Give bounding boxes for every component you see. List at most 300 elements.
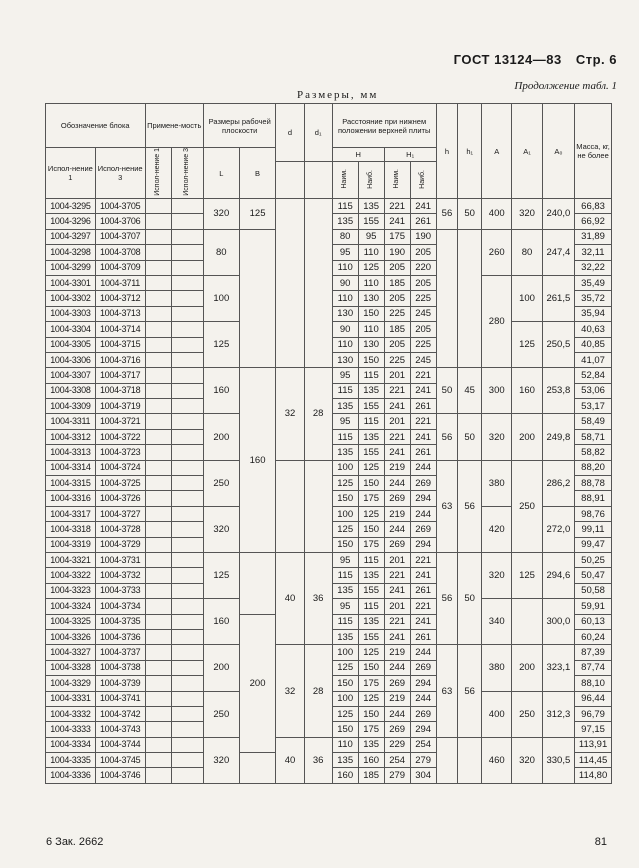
- H1-max: 244: [410, 645, 436, 660]
- mass-value: 99,11: [575, 522, 612, 537]
- dim-A0: 272,0: [542, 506, 574, 552]
- plate-L: 320: [203, 506, 239, 552]
- H-max: 115: [358, 414, 384, 429]
- app-exec1-cell: [145, 552, 171, 567]
- app-exec1-cell: [145, 645, 171, 660]
- exec3-designation: 1004-3715: [95, 337, 145, 352]
- exec1-designation: 1004-3325: [46, 614, 96, 629]
- mass-value: 98,76: [575, 506, 612, 521]
- H1-max: 241: [410, 568, 436, 583]
- exec3-designation: 1004-3707: [95, 229, 145, 244]
- exec1-designation: 1004-3296: [46, 214, 96, 229]
- table-row: [46, 737, 612, 752]
- app-exec1-cell: [145, 229, 171, 244]
- app-exec3-cell: [171, 568, 203, 583]
- app-exec1-cell: [145, 245, 171, 260]
- H1-max: 261: [410, 214, 436, 229]
- H-max: 135: [358, 568, 384, 583]
- H1-min: 221: [384, 429, 410, 444]
- H-max: 175: [358, 722, 384, 737]
- dim-A: 420: [482, 506, 512, 552]
- H-min: 95: [332, 599, 358, 614]
- col-distance: Расстояние при нижнем положении верхней плиты: [332, 104, 436, 148]
- H1-max: 245: [410, 352, 436, 367]
- app-exec1-cell: [145, 706, 171, 721]
- mass-value: 66,83: [575, 199, 612, 214]
- exec1-designation: 1004-3329: [46, 676, 96, 691]
- H1-min: 225: [384, 352, 410, 367]
- app-exec3-cell: [171, 691, 203, 706]
- H1-min: 241: [384, 214, 410, 229]
- exec3-designation: 1004-3744: [95, 737, 145, 752]
- app-exec3-cell: [171, 445, 203, 460]
- app-exec3-cell: [171, 429, 203, 444]
- plate-B: 125: [239, 199, 276, 230]
- standard-number: ГОСТ 13124—83: [453, 52, 562, 67]
- h1-min-label: Наим.: [393, 169, 401, 189]
- dim-A1: 320: [512, 737, 542, 783]
- app-exec1-label: Испол-нение 1: [154, 148, 162, 196]
- app-exec3-cell: [171, 383, 203, 398]
- H-max: 125: [358, 260, 384, 275]
- col-designation: Обозначение блока: [46, 104, 146, 148]
- dim-A: 320: [482, 552, 512, 598]
- col-H1: H₁: [384, 148, 436, 162]
- H-min: 100: [332, 645, 358, 660]
- H1-min: 221: [384, 568, 410, 583]
- mass-value: 40,85: [575, 337, 612, 352]
- plate-L: 160: [203, 599, 239, 645]
- H1-max: 269: [410, 522, 436, 537]
- mass-value: 88,91: [575, 491, 612, 506]
- H1-max: 254: [410, 737, 436, 752]
- app-exec3-cell: [171, 476, 203, 491]
- app-exec1-cell: [145, 368, 171, 383]
- exec1-designation: 1004-3309: [46, 399, 96, 414]
- H-max: 125: [358, 645, 384, 660]
- mass-value: 88,20: [575, 460, 612, 475]
- plate-L: 80: [203, 229, 239, 275]
- H-min: 125: [332, 706, 358, 721]
- mass-value: 35,94: [575, 306, 612, 321]
- exec3-designation: 1004-3721: [95, 414, 145, 429]
- mass-value: 32,22: [575, 260, 612, 275]
- H-max: 115: [358, 599, 384, 614]
- app-exec3-cell: [171, 753, 203, 768]
- app-exec3-cell: [171, 368, 203, 383]
- diameter-d: 32: [276, 645, 304, 737]
- app-exec3-cell: [171, 322, 203, 337]
- app-exec1-cell: [145, 214, 171, 229]
- exec3-designation: 1004-3728: [95, 522, 145, 537]
- exec1-designation: 1004-3335: [46, 753, 96, 768]
- exec3-designation: 1004-3745: [95, 753, 145, 768]
- col-d1: d₁: [304, 104, 332, 162]
- H1-max: 205: [410, 245, 436, 260]
- H-max: 175: [358, 491, 384, 506]
- app-exec3-cell: [171, 460, 203, 475]
- app-exec3-cell: [171, 337, 203, 352]
- H-max: 95: [358, 229, 384, 244]
- H-max: 150: [358, 306, 384, 321]
- plate-L: 125: [203, 322, 239, 368]
- table-row: [46, 199, 612, 214]
- diameter-d1: 28: [304, 368, 332, 460]
- exec1-designation: 1004-3304: [46, 322, 96, 337]
- dim-A0: 323,1: [542, 645, 574, 691]
- col-H-min: [332, 162, 358, 199]
- exec3-designation: 1004-3741: [95, 691, 145, 706]
- app-exec3-cell: [171, 491, 203, 506]
- H-max: 130: [358, 291, 384, 306]
- H-min: 130: [332, 352, 358, 367]
- height-h1: 50: [458, 414, 482, 460]
- exec1-designation: 1004-3305: [46, 337, 96, 352]
- H-min: 80: [332, 229, 358, 244]
- exec1-designation: 1004-3331: [46, 691, 96, 706]
- height-h1: 56: [458, 645, 482, 737]
- exec3-designation: 1004-3731: [95, 552, 145, 567]
- H-min: 100: [332, 691, 358, 706]
- plate-L: 250: [203, 460, 239, 506]
- H1-min: 221: [384, 383, 410, 398]
- H1-max: 241: [410, 614, 436, 629]
- H1-max: 241: [410, 383, 436, 398]
- app-exec3-cell: [171, 229, 203, 244]
- exec3-designation: 1004-3743: [95, 722, 145, 737]
- H-min: 125: [332, 476, 358, 491]
- mass-value: 31,89: [575, 229, 612, 244]
- app-exec1-cell: [145, 691, 171, 706]
- exec3-designation: 1004-3711: [95, 275, 145, 290]
- dim-A: 320: [482, 414, 512, 460]
- plate-L: 100: [203, 275, 239, 321]
- app-exec3-cell: [171, 660, 203, 675]
- H-max: 135: [358, 199, 384, 214]
- app-exec3-cell: [171, 522, 203, 537]
- mass-value: 59,91: [575, 599, 612, 614]
- H1-min: 190: [384, 245, 410, 260]
- dim-A: 400: [482, 691, 512, 737]
- exec1-designation: 1004-3307: [46, 368, 96, 383]
- table-row: [46, 368, 612, 383]
- height-h: 63: [436, 460, 458, 552]
- exec1-designation: 1004-3297: [46, 229, 96, 244]
- app-exec3-cell: [171, 768, 203, 783]
- mass-value: 114,80: [575, 768, 612, 783]
- H1-min: 219: [384, 506, 410, 521]
- table-row: [46, 460, 612, 475]
- H1-min: 201: [384, 552, 410, 567]
- H-max: 155: [358, 214, 384, 229]
- plate-L: 200: [203, 414, 239, 460]
- app-exec1-cell: [145, 275, 171, 290]
- exec1-designation: 1004-3322: [46, 568, 96, 583]
- H-min: 100: [332, 506, 358, 521]
- diameter-d: [276, 199, 304, 368]
- H1-max: 261: [410, 445, 436, 460]
- H1-max: 221: [410, 368, 436, 383]
- exec3-designation: 1004-3727: [95, 506, 145, 521]
- diameter-d: [276, 460, 304, 552]
- dim-A1: [512, 599, 542, 645]
- dim-A1: 200: [512, 414, 542, 460]
- app-exec1-cell: [145, 352, 171, 367]
- exec1-designation: 1004-3295: [46, 199, 96, 214]
- exec1-designation: 1004-3333: [46, 722, 96, 737]
- app-exec1-cell: [145, 722, 171, 737]
- diameter-d: 40: [276, 737, 304, 783]
- H1-min: 225: [384, 306, 410, 321]
- dim-A: 340: [482, 599, 512, 645]
- H-min: 115: [332, 568, 358, 583]
- height-h1: [458, 737, 482, 783]
- H1-min: 201: [384, 368, 410, 383]
- mass-value: 58,71: [575, 429, 612, 444]
- app-exec1-cell: [145, 445, 171, 460]
- exec3-designation: 1004-3714: [95, 322, 145, 337]
- app-exec1-cell: [145, 414, 171, 429]
- H1-min: 175: [384, 229, 410, 244]
- H-max: 135: [358, 429, 384, 444]
- height-h1: 50: [458, 199, 482, 230]
- H-max: 110: [358, 322, 384, 337]
- app-exec1-cell: [145, 491, 171, 506]
- H-min: 135: [332, 399, 358, 414]
- exec3-designation: 1004-3723: [95, 445, 145, 460]
- H1-max: 205: [410, 275, 436, 290]
- app-exec3-cell: [171, 583, 203, 598]
- exec1-designation: 1004-3318: [46, 522, 96, 537]
- diameter-d1: [304, 199, 332, 368]
- H1-min: 205: [384, 337, 410, 352]
- exec1-designation: 1004-3302: [46, 291, 96, 306]
- H-min: 115: [332, 614, 358, 629]
- H-max: 135: [358, 737, 384, 752]
- mass-value: 50,58: [575, 583, 612, 598]
- H-min: 95: [332, 245, 358, 260]
- H1-min: 269: [384, 491, 410, 506]
- mass-value: 113,91: [575, 737, 612, 752]
- dim-A: 400: [482, 199, 512, 230]
- exec3-designation: 1004-3713: [95, 306, 145, 321]
- diameter-d1: 36: [304, 552, 332, 644]
- H1-min: 269: [384, 676, 410, 691]
- H1-min: 221: [384, 614, 410, 629]
- plate-L: 250: [203, 691, 239, 737]
- plate-B: [239, 753, 276, 784]
- exec1-designation: 1004-3328: [46, 660, 96, 675]
- H1-max: 269: [410, 660, 436, 675]
- H-max: 125: [358, 506, 384, 521]
- exec3-designation: 1004-3719: [95, 399, 145, 414]
- H-min: 110: [332, 337, 358, 352]
- exec1-designation: 1004-3301: [46, 275, 96, 290]
- H-max: 155: [358, 399, 384, 414]
- exec1-designation: 1004-3323: [46, 583, 96, 598]
- exec3-designation: 1004-3718: [95, 383, 145, 398]
- mass-value: 53,17: [575, 399, 612, 414]
- mass-value: 53,06: [575, 383, 612, 398]
- mass-value: 50,25: [575, 552, 612, 567]
- continuation-note: Продолжение табл. 1: [514, 80, 617, 92]
- H1-min: 219: [384, 691, 410, 706]
- plate-L: 125: [203, 552, 239, 598]
- app-exec3-cell: [171, 552, 203, 567]
- H1-min: 185: [384, 322, 410, 337]
- table-body: [46, 199, 612, 784]
- H-min: 150: [332, 537, 358, 552]
- H-min: 110: [332, 260, 358, 275]
- exec3-designation: 1004-3725: [95, 476, 145, 491]
- H-max: 150: [358, 476, 384, 491]
- H-min: 150: [332, 676, 358, 691]
- H1-min: 219: [384, 460, 410, 475]
- col-H-max: [358, 162, 384, 199]
- H-min: 90: [332, 275, 358, 290]
- exec3-designation: 1004-3724: [95, 460, 145, 475]
- exec1-designation: 1004-3332: [46, 706, 96, 721]
- height-h: 56: [436, 414, 458, 460]
- app-exec3-cell: [171, 199, 203, 214]
- dim-A1: 250: [512, 691, 542, 737]
- H1-max: 294: [410, 537, 436, 552]
- H1-max: 261: [410, 399, 436, 414]
- dimensions-title: Размеры, мм: [297, 89, 379, 101]
- H-min: 135: [332, 445, 358, 460]
- diameter-d: 40: [276, 552, 304, 644]
- app-exec1-cell: [145, 537, 171, 552]
- app-exec3-cell: [171, 306, 203, 321]
- mass-value: 96,79: [575, 706, 612, 721]
- H1-min: 185: [384, 275, 410, 290]
- app-exec1-cell: [145, 199, 171, 214]
- H1-max: 269: [410, 476, 436, 491]
- app-exec1-cell: [145, 506, 171, 521]
- dim-A0: 253,8: [542, 368, 574, 414]
- H-min: 150: [332, 491, 358, 506]
- H-min: 150: [332, 722, 358, 737]
- exec3-designation: 1004-3716: [95, 352, 145, 367]
- exec1-designation: 1004-3312: [46, 429, 96, 444]
- dim-A1: 200: [512, 645, 542, 691]
- app-exec3-cell: [171, 245, 203, 260]
- dim-A1: 125: [512, 552, 542, 598]
- exec3-designation: 1004-3705: [95, 199, 145, 214]
- H1-min: 201: [384, 599, 410, 614]
- exec1-designation: 1004-3314: [46, 460, 96, 475]
- H-min: 135: [332, 753, 358, 768]
- plate-B: [239, 229, 276, 368]
- h-min-label: Наим.: [341, 169, 349, 189]
- H1-max: 241: [410, 429, 436, 444]
- H1-min: 201: [384, 414, 410, 429]
- H1-min: 279: [384, 768, 410, 783]
- dimensions-table: [45, 103, 612, 784]
- H1-max: 304: [410, 768, 436, 783]
- app-exec1-cell: [145, 629, 171, 644]
- H-min: 125: [332, 522, 358, 537]
- mass-value: 58,49: [575, 414, 612, 429]
- height-h1: 56: [458, 460, 482, 552]
- H-max: 110: [358, 245, 384, 260]
- dim-A0: 286,2: [542, 460, 574, 506]
- col-h1: h₁: [458, 104, 482, 199]
- table-row: [46, 645, 612, 660]
- exec1-designation: 1004-3303: [46, 306, 96, 321]
- H1-max: 221: [410, 552, 436, 567]
- exec3-designation: 1004-3717: [95, 368, 145, 383]
- H-max: 155: [358, 629, 384, 644]
- H-max: 150: [358, 522, 384, 537]
- H1-min: 241: [384, 583, 410, 598]
- exec1-designation: 1004-3319: [46, 537, 96, 552]
- col-H1-max: [410, 162, 436, 199]
- app-exec3-cell: [171, 737, 203, 752]
- H-min: 95: [332, 414, 358, 429]
- H1-min: 229: [384, 737, 410, 752]
- H-max: 185: [358, 768, 384, 783]
- dim-A: 380: [482, 460, 512, 506]
- col-blank-d: [276, 162, 304, 199]
- H1-max: 221: [410, 414, 436, 429]
- dim-A0: 250,5: [542, 322, 574, 368]
- dim-A1: 100: [512, 275, 542, 321]
- H-max: 115: [358, 552, 384, 567]
- height-h1: 45: [458, 368, 482, 414]
- H-max: 155: [358, 445, 384, 460]
- app-exec3-cell: [171, 645, 203, 660]
- mass-value: 87,74: [575, 660, 612, 675]
- app-exec3-cell: [171, 506, 203, 521]
- H1-min: 221: [384, 199, 410, 214]
- H1-min: 241: [384, 445, 410, 460]
- H-min: 95: [332, 368, 358, 383]
- height-h: 56: [436, 199, 458, 230]
- mass-value: 58,82: [575, 445, 612, 460]
- exec1-designation: 1004-3327: [46, 645, 96, 660]
- H-min: 115: [332, 199, 358, 214]
- app-exec1-cell: [145, 568, 171, 583]
- dim-A1: 125: [512, 322, 542, 368]
- exec3-designation: 1004-3735: [95, 614, 145, 629]
- app-exec3-cell: [171, 676, 203, 691]
- H-max: 150: [358, 352, 384, 367]
- app-exec1-cell: [145, 291, 171, 306]
- height-h: 50: [436, 368, 458, 414]
- H-min: 115: [332, 429, 358, 444]
- mass-value: 66,92: [575, 214, 612, 229]
- H1-max: 261: [410, 629, 436, 644]
- app-exec3-cell: [171, 214, 203, 229]
- mass-value: 32,11: [575, 245, 612, 260]
- col-blank-d1: [304, 162, 332, 199]
- exec1-designation: 1004-3336: [46, 768, 96, 783]
- col-A: A: [482, 104, 512, 199]
- H1-max: 294: [410, 722, 436, 737]
- H-min: 125: [332, 660, 358, 675]
- H1-max: 220: [410, 260, 436, 275]
- exec3-designation: 1004-3709: [95, 260, 145, 275]
- col-H1-min: [384, 162, 410, 199]
- col-A0: A₀: [542, 104, 574, 199]
- diameter-d1: [304, 460, 332, 552]
- plate-L: 320: [203, 199, 239, 230]
- exec1-designation: 1004-3334: [46, 737, 96, 752]
- H1-max: 279: [410, 753, 436, 768]
- H-min: 90: [332, 322, 358, 337]
- app-exec3-cell: [171, 260, 203, 275]
